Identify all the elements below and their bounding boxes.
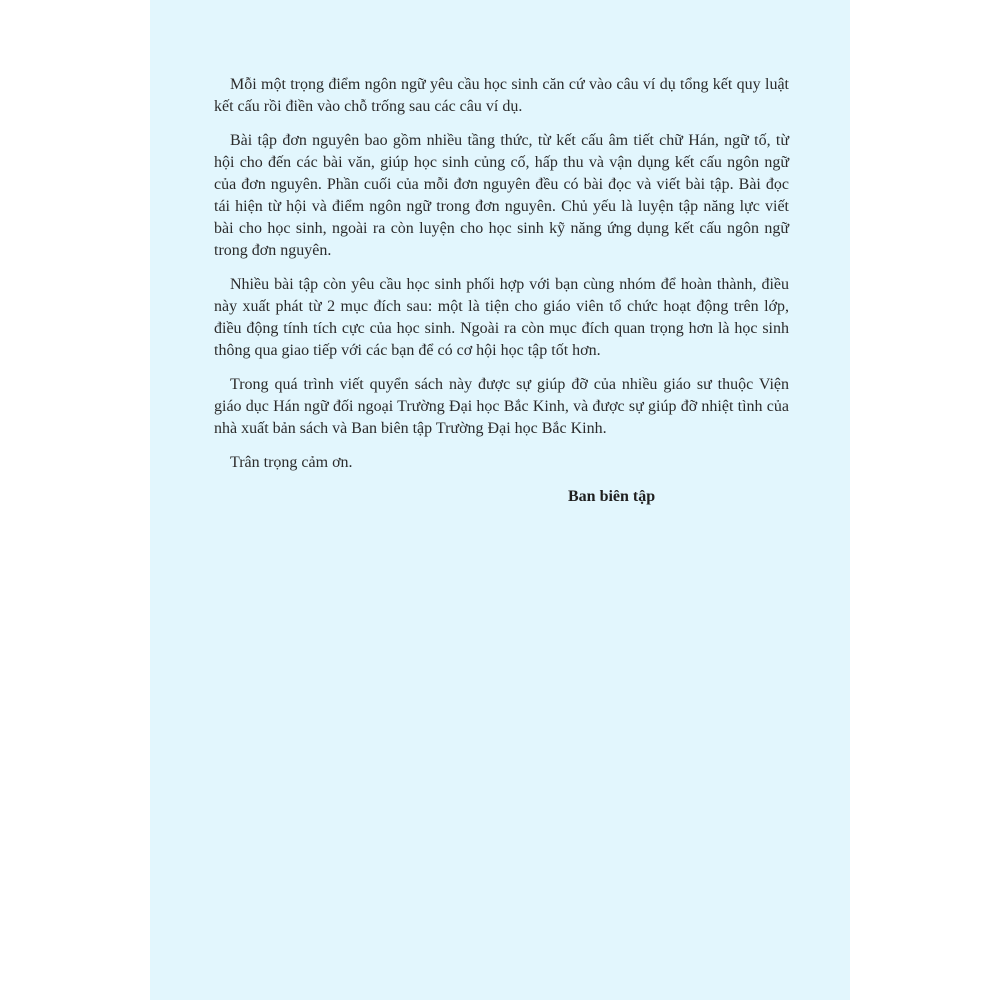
page-content [214,74,789,508]
paragraph-3: Nhiều bài tập còn yêu cầu học sinh phối hợp với bạn cùng nhóm để hoàn thành, điều này xuất phát từ 2 mục đích sau: một là tiện cho giáo viên tổ chức hoạt động trên lớp, điều động tính tích cực của học sinh. Ngoài ra còn mục đích quan trọng hơn là học sinh thông qua giao tiếp với các bạn để có cơ hội học tập tốt hơn. [214,276,789,359]
paragraph-2: Bài tập đơn nguyên bao gồm nhiều tầng thức, từ kết cấu âm tiết chữ Hán, ngữ tố, từ hội cho đến các bài văn, giúp học sinh củng cố, hấp thu và vận dụng kết cấu ngôn ngữ của đơn nguyên. Phần cuối của mỗi đơn nguyên đều có bài đọc và viết bài tập. Bài đọc tái hiện từ hội và điểm ngôn ngữ trong đơn nguyên. Chủ yếu là luyện tập năng lực viết bài cho học sinh, ngoài ra còn luyện cho học sinh kỹ năng ứng dụng kết cấu ngôn ngữ trong đơn nguyên. [214,132,789,259]
signature: Ban biên tập [568,488,656,505]
paragraph-4: Trong quá trình viết quyển sách này được sự giúp đỡ của nhiều giáo sư thuộc Viện giáo dục Hán ngữ đối ngoại Trường Đại học Bắc Kinh, và được sự giúp đỡ nhiệt tình của nhà xuất bản sách và Ban biên tập Trường Đại học Bắc Kinh. [214,376,789,437]
paragraph-1: Mỗi một trọng điểm ngôn ngữ yêu cầu học sinh căn cứ vào câu ví dụ tổng kết quy luật kết cấu rồi điền vào chỗ trống sau các câu ví dụ. [214,76,789,115]
closing-line: Trân trọng cảm ơn. [230,454,353,471]
book-page [150,0,850,1000]
